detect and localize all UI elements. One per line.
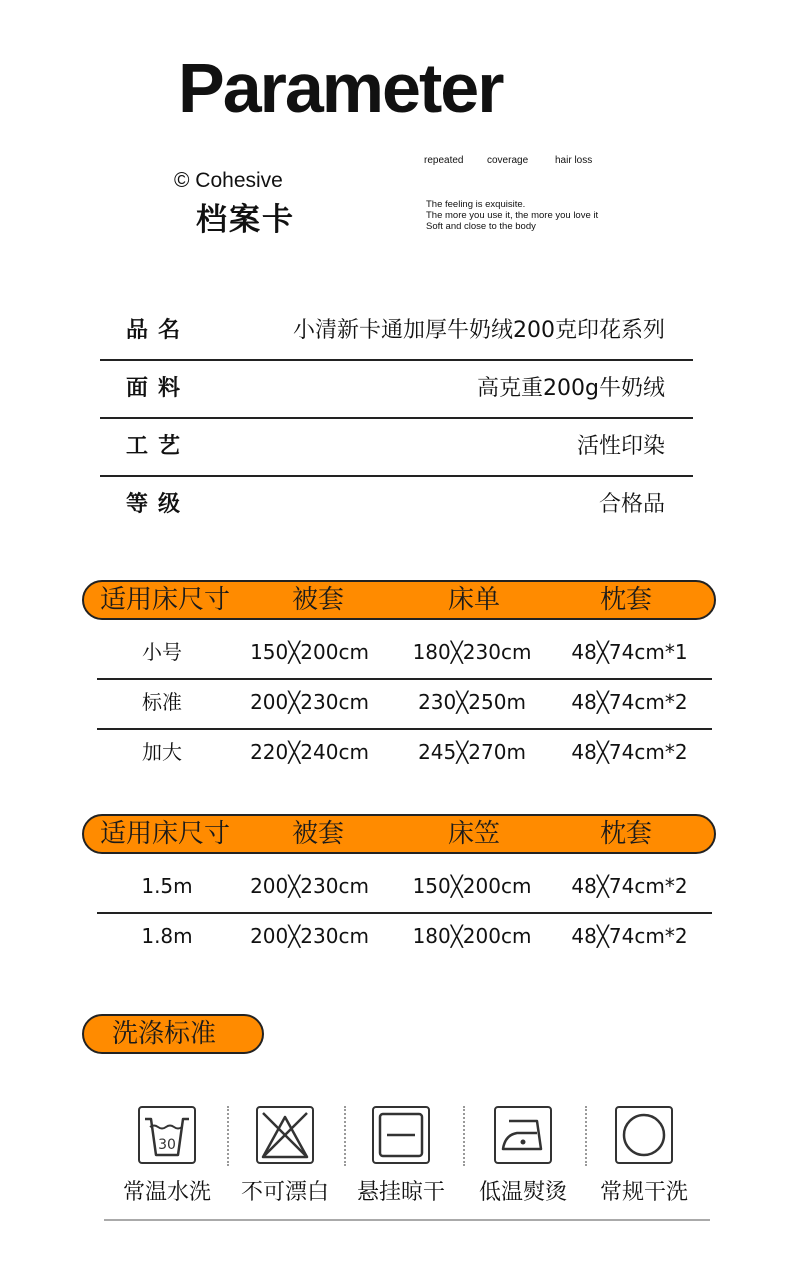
size-name: 标准 <box>142 690 182 714</box>
table-header-cell: 被套 <box>291 585 344 615</box>
table-header-cell: 被套 <box>291 819 344 849</box>
size-cell: 150╳200cm <box>250 640 369 664</box>
size-cell: 48╳74cm*2 <box>571 740 688 764</box>
size-cell: 150╳200cm <box>412 874 532 898</box>
bottom-divider <box>104 1219 710 1221</box>
param-row-grade <box>100 475 693 533</box>
table-header-cell: 床单 <box>447 585 500 615</box>
no-bleach-icon <box>255 1105 315 1165</box>
size-cell: 180╳230cm <box>412 640 532 664</box>
table-row <box>97 912 712 962</box>
param-row-craft <box>100 417 693 477</box>
param-label: 品名 <box>126 318 191 343</box>
param-label: 工艺 <box>126 434 191 459</box>
table-row <box>97 728 712 778</box>
table-row <box>97 628 712 680</box>
param-label: 等级 <box>126 492 191 517</box>
care-divider <box>463 1106 465 1166</box>
tag-coverage: coverage <box>487 155 529 166</box>
care-label: 低温熨烫 <box>478 1180 567 1205</box>
size-name: 加大 <box>142 740 182 764</box>
table-header-cell: 适用床尺寸 <box>100 819 231 849</box>
table-header-cell: 枕套 <box>599 585 652 615</box>
table-header-cell: 适用床尺寸 <box>100 585 231 615</box>
care-divider <box>344 1106 346 1166</box>
size-cell: 48╳74cm*1 <box>571 640 688 664</box>
slogan-line: The feeling is exquisite. <box>426 199 526 210</box>
param-value: 合格品 <box>598 492 665 517</box>
size-cell: 245╳270m <box>418 740 526 764</box>
slogan-line: The more you use it, the more you love it <box>426 210 599 221</box>
care-divider <box>227 1106 229 1166</box>
care-label: 不可漂白 <box>240 1180 329 1205</box>
size-cell: 48╳74cm*2 <box>571 924 688 948</box>
slogan <box>426 199 598 232</box>
hang-dry-icon <box>371 1105 431 1165</box>
card-title: 档案卡 <box>196 202 295 238</box>
table-row <box>97 862 712 914</box>
size-cell: 200╳230cm <box>250 690 369 714</box>
size-cell: 180╳200cm <box>412 924 532 948</box>
param-value: 高克重200g牛奶绒 <box>477 376 665 401</box>
param-value: 活性印染 <box>576 434 665 459</box>
size-name: 1.8m <box>141 924 193 948</box>
dry-clean-icon <box>614 1105 674 1165</box>
brand-name: © Cohesive <box>174 169 283 192</box>
care-label: 悬挂晾干 <box>356 1180 445 1205</box>
size-cell: 230╳250m <box>418 690 526 714</box>
care-divider <box>585 1106 587 1166</box>
table1-header <box>82 580 716 620</box>
slogan-line: Soft and close to the body <box>426 221 536 232</box>
tag-repeated: repeated <box>424 155 464 166</box>
param-value: 小清新卡通加厚牛奶绒200克印花系列 <box>293 318 665 343</box>
care-title: 洗涤标准 <box>112 1019 217 1049</box>
size-cell: 200╳230cm <box>250 874 369 898</box>
care-title-pill <box>82 1014 264 1054</box>
wash-30-icon <box>137 1105 197 1165</box>
param-row-fabric <box>100 359 693 419</box>
care-label: 常规干洗 <box>599 1180 688 1205</box>
size-name: 小号 <box>142 640 182 664</box>
wash-temperature: 30 <box>158 1137 176 1153</box>
tag-hair-loss: hair loss <box>555 155 593 166</box>
size-cell: 220╳240cm <box>250 740 369 764</box>
param-label: 面料 <box>126 376 191 401</box>
table-header-cell: 枕套 <box>599 819 652 849</box>
table-header-cell: 床笠 <box>447 819 500 849</box>
size-cell: 48╳74cm*2 <box>571 874 688 898</box>
table-row <box>97 678 712 730</box>
size-cell: 200╳230cm <box>250 924 369 948</box>
low-iron-icon <box>493 1105 553 1165</box>
size-name: 1.5m <box>141 874 193 898</box>
param-row-name <box>100 301 693 361</box>
page-title: Parameter <box>178 49 503 127</box>
care-label: 常温水洗 <box>122 1180 211 1205</box>
table2-header <box>82 814 716 854</box>
size-cell: 48╳74cm*2 <box>571 690 688 714</box>
